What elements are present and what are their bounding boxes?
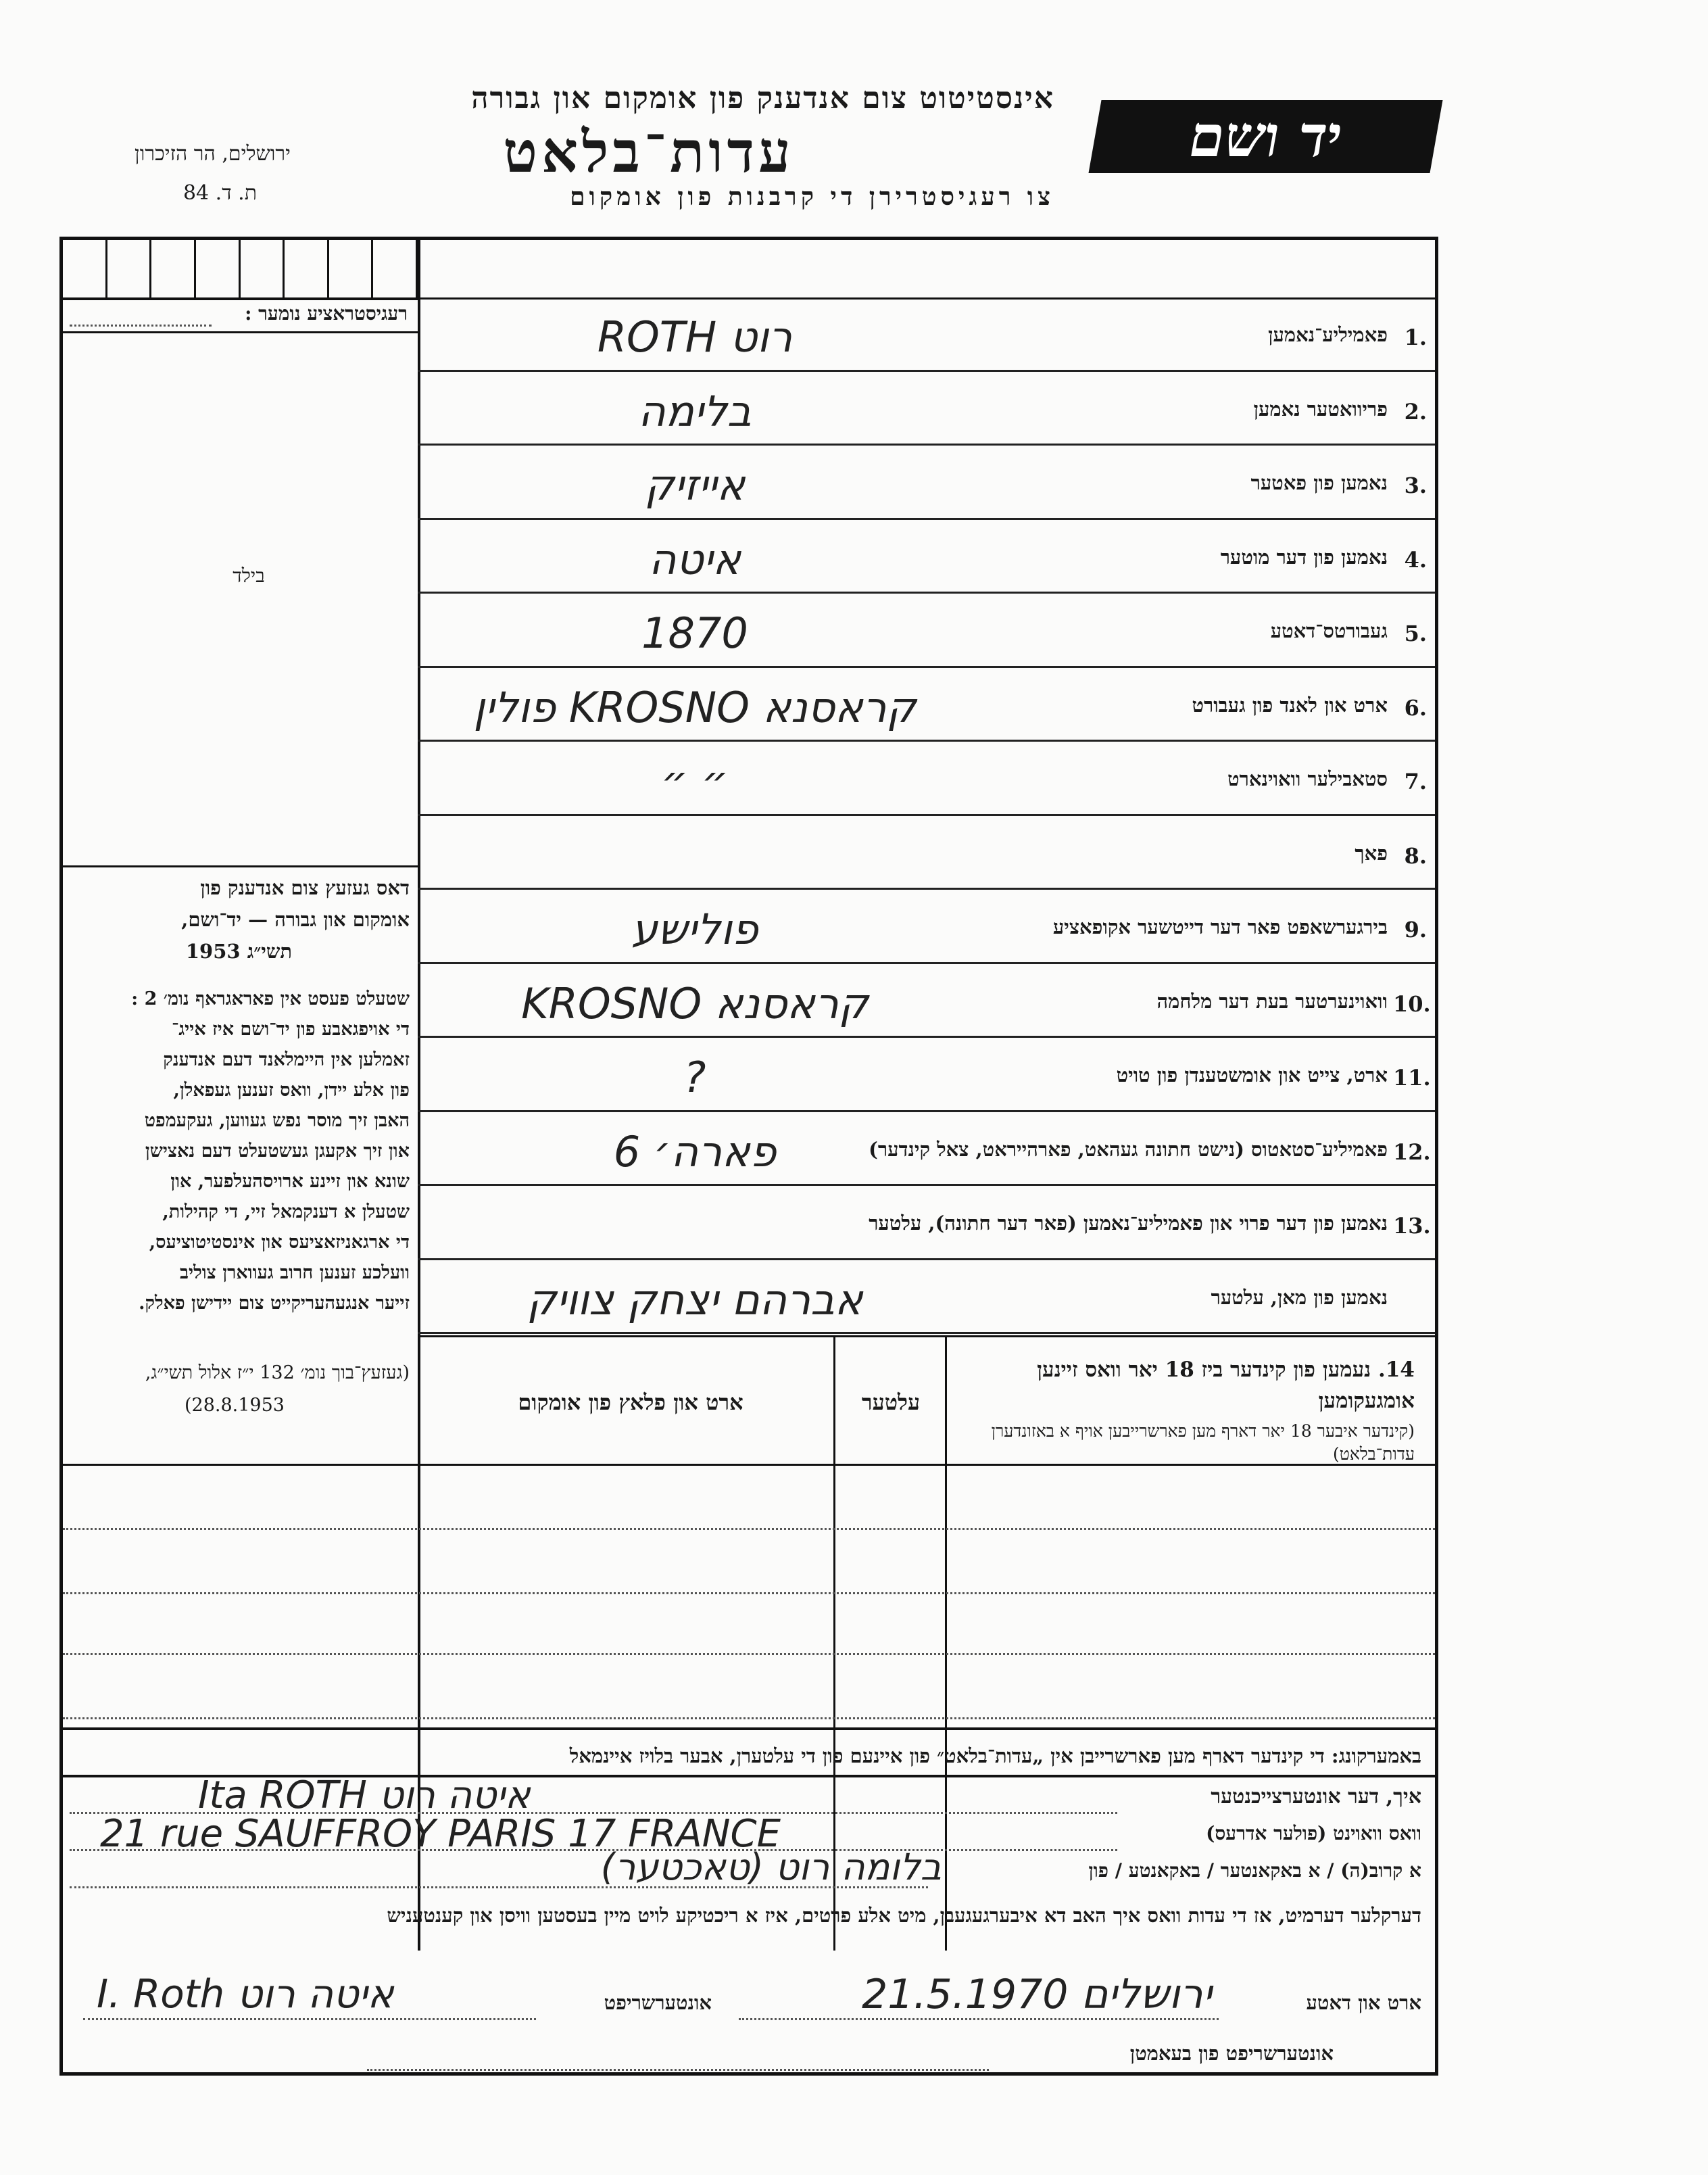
- field-value[interactable]: 1870: [641, 608, 748, 658]
- signer-name-label: איך, דער אונטערצייכנטער: [1211, 1785, 1421, 1809]
- form-field-row: [418, 1038, 1435, 1112]
- field-number: 2.: [1404, 398, 1427, 425]
- field-label: פאמיליע־נאמען: [1268, 323, 1388, 346]
- signature-value: I. Roth איטה רוט: [97, 1971, 394, 2017]
- form-field-row: [418, 594, 1435, 668]
- column-age: עלטער: [861, 1389, 921, 1415]
- field-label: בירגערשאפט פאר דער דייטשער אקופאציע: [1052, 915, 1388, 938]
- form-field-row: [418, 297, 1435, 372]
- reference-number: ת. ד. 84: [182, 181, 257, 205]
- form-field-row: [418, 1260, 1435, 1335]
- signature-label: אונטערשריפט: [604, 1991, 712, 2014]
- field-number: 12.: [1393, 1139, 1431, 1165]
- field-number: 5.: [1404, 621, 1427, 646]
- field-number: 10.: [1393, 990, 1431, 1017]
- form-field-row: [418, 742, 1435, 816]
- field-value[interactable]: פארה׳ 6: [613, 1126, 777, 1176]
- column-place: ארט און פלאץ פון אומקום: [518, 1389, 743, 1415]
- form-field-row: [418, 1112, 1435, 1187]
- field-label: פריוואטער נאמען: [1253, 397, 1388, 421]
- form-subtitle: צו רעגיסטרירן די קרבנות פון אומקום: [570, 183, 1054, 211]
- field-number: 7.: [1404, 769, 1427, 794]
- remark-text: באמערקונג: די קינדער דארף מען פארשרייבן אין „עדות־בלאט״ פון איינעם פון די עלטערן, אבער בלויז איינמאל: [569, 1744, 1421, 1767]
- registration-boxes: [63, 240, 418, 300]
- institute-line: אינסטיטוט צום אנדענק פון אומקום און גבורה: [471, 81, 1054, 116]
- law-text: דאס געזעץ צום אנדענק פון אומקום און גבורה — יד־ושם, תשי״ג 1953: [181, 876, 410, 963]
- field-number: 6.: [1404, 694, 1427, 721]
- form-field-row: [418, 446, 1435, 520]
- form-field-row: [418, 668, 1435, 742]
- field-number: 8.: [1404, 842, 1427, 869]
- yad-vashem-logo: יד ושם: [1088, 100, 1442, 173]
- field-number: 1.: [1404, 325, 1427, 350]
- field-value[interactable]: אברהם יצחק צוויק: [527, 1274, 863, 1324]
- field-label: נאמען פון פאטער: [1250, 471, 1388, 494]
- law-source: (געזעץ־בוך נומ׳ 132 י״ז אלול תשי״ג,: [145, 1362, 410, 1383]
- field-number: 3.: [1404, 473, 1427, 498]
- children-note: (קינדער איבער 18 יאר דארף מען פארשרייבען אויף א באזונדערן עדות־בלאט): [991, 1421, 1415, 1464]
- form-field-row: [418, 890, 1435, 964]
- form-title: עדות־בלאט: [503, 118, 795, 185]
- form-field-row: [418, 372, 1435, 446]
- signer-name-value: Ita ROTH איטה רוט: [198, 1773, 531, 1817]
- field-value[interactable]: בלימה: [638, 386, 752, 436]
- form-field-row: [418, 520, 1435, 594]
- field-label: וואוינערטער בעת דער מלחמה: [1156, 989, 1388, 1013]
- field-label: סטאבילער וואוינארט: [1227, 767, 1388, 790]
- official-signature-label: אונטערשריפט פון בעאמטן: [1129, 2042, 1334, 2065]
- field-value[interactable]: קראסנא KROSNO: [521, 978, 869, 1028]
- relation-label: א קרוב(ה) / א באקאנטער / באקאנטע / פון: [1088, 1859, 1421, 1882]
- declaration-text: דערקלער דערמיט, אז די עדות וואס איך האב דא איבערגעגעבן, מיט אלע פרטים, איז א ריכטיקע לויט מיין בעסטען וויסן און קענטעניש: [387, 1904, 1421, 1927]
- address-value: 21 rue SAUFFROY PARIS 17 FRANCE: [100, 1812, 781, 1856]
- field-label: נאמען פון דער פרוי און פאמיליע־נאמען (פאר דער חתונה), עלטער: [869, 1212, 1388, 1235]
- registration-label: רעגיסטראציע נומער :: [245, 302, 408, 325]
- law-source-date: (28.8.1953: [185, 1395, 285, 1416]
- address-label: וואס וואוינט (פולער אדרעס): [1206, 1822, 1421, 1844]
- form-field-row: [418, 964, 1435, 1038]
- field-value[interactable]: אייזיק: [644, 460, 746, 510]
- field-label: נאמען פון מאן, עלטער: [1211, 1285, 1388, 1309]
- field-label: פאמיליע־סטאטוס (נישט חתונה געהאט, פארהייראט, צאל קינדער): [869, 1137, 1388, 1161]
- field-label: ארט, צייט און אומשטענדן פון טויט: [1116, 1063, 1388, 1086]
- field-value[interactable]: ROTH רוט: [597, 312, 793, 362]
- form-field-row: [418, 1186, 1435, 1260]
- field-label: געבורטס־דאטע: [1270, 619, 1388, 642]
- place-date-label: ארט און דאטע: [1306, 1991, 1421, 2014]
- field-label: פאך: [1355, 841, 1388, 865]
- form-frame: [59, 237, 1438, 2076]
- address: ירושלים, הר הזיכרון: [135, 142, 291, 166]
- field-label: ארט און לאנד פון געבורט: [1192, 693, 1388, 717]
- children-label: 14. נעמען פון קינדער ביז 18 יאר וואס זיינען אומגעקומען: [1037, 1358, 1415, 1413]
- relation-value: בלומה רוט (טאכטער): [600, 1846, 942, 1888]
- photo-label: בילד: [233, 565, 265, 587]
- field-label: נאמען פון דער מוטער: [1220, 545, 1388, 569]
- form-field-row: [418, 816, 1435, 890]
- place-date-value: ירושלים 21.5.1970: [862, 1971, 1212, 2018]
- field-number: 4.: [1404, 546, 1427, 573]
- field-number: 11.: [1393, 1065, 1431, 1091]
- field-value[interactable]: איטה: [648, 534, 741, 584]
- field-value[interactable]: קראסנא KROSNO פולין: [473, 682, 917, 732]
- field-value[interactable]: פולישע: [631, 905, 758, 954]
- field-number: 13.: [1393, 1213, 1431, 1239]
- field-value[interactable]: ?: [683, 1053, 706, 1102]
- field-value[interactable]: ״ ״: [661, 757, 729, 806]
- paragraph-text: שטעלט פעסט אין פאראגראף נומ׳ 2 : די אויפגאבע פון יד־ושם איז אייג־ זאמלען אין היימלאנד דעם אנדענק פון אלע יידן, וואס זענען געפאלן, האבן זיך מוסר נפש געווען, געקעמפט און זיך אקעגן געשטעלט דעם נאצישן שונא און זיינע ארויסהעלפער, און שטעלן א דענקמאל זיי, די קהילות, די ארגאניזאציעס און אינסטיטוציעס, וועלכע זענען חרוב געווארן צוליב זייער אנגעהעריקייט צום יידישן פאלק.: [131, 988, 410, 1314]
- field-number: 9.: [1404, 917, 1427, 942]
